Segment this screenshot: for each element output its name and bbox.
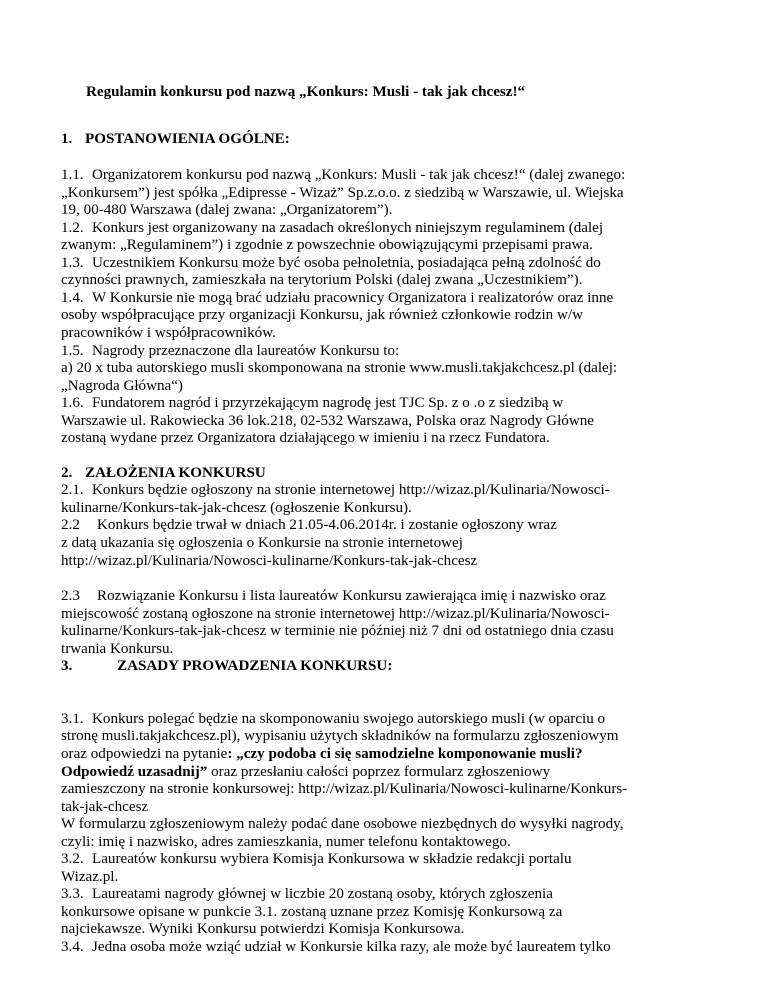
paragraph-3-2: 3.2. Laureatów konkursu wybiera Komisja Konkursowa w składzie redakcji portalu: [61, 851, 572, 868]
document-page: [61, 84, 721, 957]
paragraph-3-3: 3.3. Laureatami nagrody głównej w liczbie 20 zostaną osoby, których zgłoszenia: [61, 886, 553, 903]
document-title: Regulamin konkursu pod nazwą „Konkurs: Musli - tak jak chcesz!“: [86, 84, 526, 100]
paragraph-line: konkursowe opisane w punkcie 3.1. zostaną uznane przez Komisję Konkursową za: [61, 903, 563, 920]
paragraph-1-3: 1.3. Uczestnikiem Konkursu może być osoba pełnoletnia, posiadająca pełną zdolność do: [61, 254, 601, 271]
paragraph-1-4: 1.4. W Konkursie nie mogą brać udziału pracownicy Organizatora i realizatorów oraz inne: [61, 289, 614, 306]
paragraph-line: „Nagroda Główna“): [61, 377, 183, 394]
paragraph-line: czyli: imię i nazwisko, adres zamieszkania, numer telefonu kontaktowego.: [61, 833, 511, 850]
paragraph-line: Warszawie ul. Rakowiecka 36 lok.218, 02-532 Warszawa, Polska oraz Nagrody Główne: [61, 412, 594, 429]
paragraph-3-4: 3.4. Jedna osoba może wziąć udział w Konkursie kilka razy, ale może być laureatem tylko: [61, 938, 611, 955]
paragraph-line: oraz odpowiedzi na pytanie: „czy podoba ci się samodzielne komponowanie musli?: [61, 745, 583, 762]
paragraph-line: tak-jak-chcesz: [61, 798, 149, 815]
paragraph-line: zamieszczony na stronie konkursowej: http://wizaz.pl/Kulinaria/Nowosci-kulinarne/Konkurs-: [61, 781, 628, 798]
paragraph-1-6: 1.6. Fundatorem nagród i przyrzekającym nagrodę jest TJC Sp. z o .o z siedzibą w: [61, 395, 564, 412]
paragraph-line: Odpowiedź uzasadnij” oraz przesłaniu całości poprzez formularz zgłoszeniowy: [61, 763, 551, 780]
paragraph-line: kulinarne/Konkurs-tak-jak-chcesz (ogłoszenie Konkursu).: [61, 499, 412, 516]
section-2-heading: 2. ZAŁOŻENIA KONKURSU: [61, 464, 266, 481]
section-1-heading: 1. POSTANOWIENIA OGÓLNE:: [61, 130, 290, 147]
paragraph-2-3: 2.3 Rozwiązanie Konkursu i lista laureatów Konkursu zawierająca imię i nazwisko oraz: [61, 588, 606, 605]
section-3-heading: 3. ZASADY PROWADZENIA KONKURSU:: [61, 658, 393, 675]
paragraph-1-1: 1.1. Organizatorem konkursu pod nazwą „Konkurs: Musli - tak jak chcesz!“ (dalej zwanego:: [61, 167, 626, 184]
paragraph-1-2: 1.2. Konkurs jest organizowany na zasadach określonych niniejszym regulaminem (dalej: [61, 219, 604, 236]
paragraph-1-5: 1.5. Nagrody przeznaczone dla laureatów Konkursu to:: [61, 342, 400, 359]
paragraph-line: kulinarne/Konkurs-tak-jak-chcesz w terminie nie później niż 7 dni od ostatniego dnia czasu: [61, 623, 614, 640]
paragraph-line: stronę musli.takjakchcesz.pl), wypisaniu użytych składników na formularzu zgłoszeniowym: [61, 728, 619, 745]
paragraph-line: „Konkursem”) jest spółka „Edipresse - Wizaż” Sp.z.o.o. z siedzibą w Warszawie, ul. Wiejska: [61, 184, 624, 201]
paragraph-line: Wizaz.pl.: [61, 868, 119, 885]
paragraph-line: osoby współpracujące przy organizacji Konkursu, jak również członkowie rodzin w/w: [61, 307, 583, 324]
paragraph-2-2: 2.2 Konkurs będzie trwał w dniach 21.05-4.06.2014r. i zostanie ogłoszony wraz: [61, 517, 557, 534]
paragraph-2-1: 2.1. Konkurs będzie ogłoszony na stronie internetowej http://wizaz.pl/Kulinaria/Nowosci-: [61, 482, 610, 499]
paragraph-line: 19, 00-480 Warszawa (dalej zwana: „Organizatorem”).: [61, 202, 393, 219]
paragraph-line: W formularzu zgłoszeniowym należy podać dane osobowe niezbędnych do wysyłki nagrody,: [61, 816, 624, 833]
paragraph-line: z datą ukazania się ogłoszenia o Konkursie na stronie internetowej: [61, 535, 463, 552]
paragraph-line: a) 20 x tuba autorskiego musli skomponowana na stronie www.musli.takjakchcesz.pl (dalej:: [61, 360, 618, 377]
paragraph-line: http://wizaz.pl/Kulinaria/Nowosci-kulinarne/Konkurs-tak-jak-chcesz: [61, 552, 478, 569]
paragraph-3-1: 3.1. Konkurs polegać będzie na skomponowaniu swojego autorskiego musli (w oparciu o: [61, 710, 606, 727]
paragraph-line: zostaną wydane przez Organizatora działającego w imieniu i na rzecz Fundatora.: [61, 430, 550, 447]
paragraph-line: zwanym: „Regulaminem”) i zgodnie z powszechnie obowiązującymi przepisami prawa.: [61, 237, 593, 254]
paragraph-line: najciekawsze. Wyniki Konkursu potwierdzi Komisja Konkursowa.: [61, 921, 465, 938]
paragraph-line: trwania Konkursu.: [61, 640, 174, 657]
paragraph-line: czynności prawnych, zamieszkała na terytorium Polski (dalej zwana „Uczestnikiem”).: [61, 272, 583, 289]
paragraph-line: miejscowość zostaną ogłoszone na stronie internetowej http://wizaz.pl/Kulinaria/Nowosci-: [61, 605, 610, 622]
paragraph-line: pracowników i współpracowników.: [61, 325, 276, 342]
